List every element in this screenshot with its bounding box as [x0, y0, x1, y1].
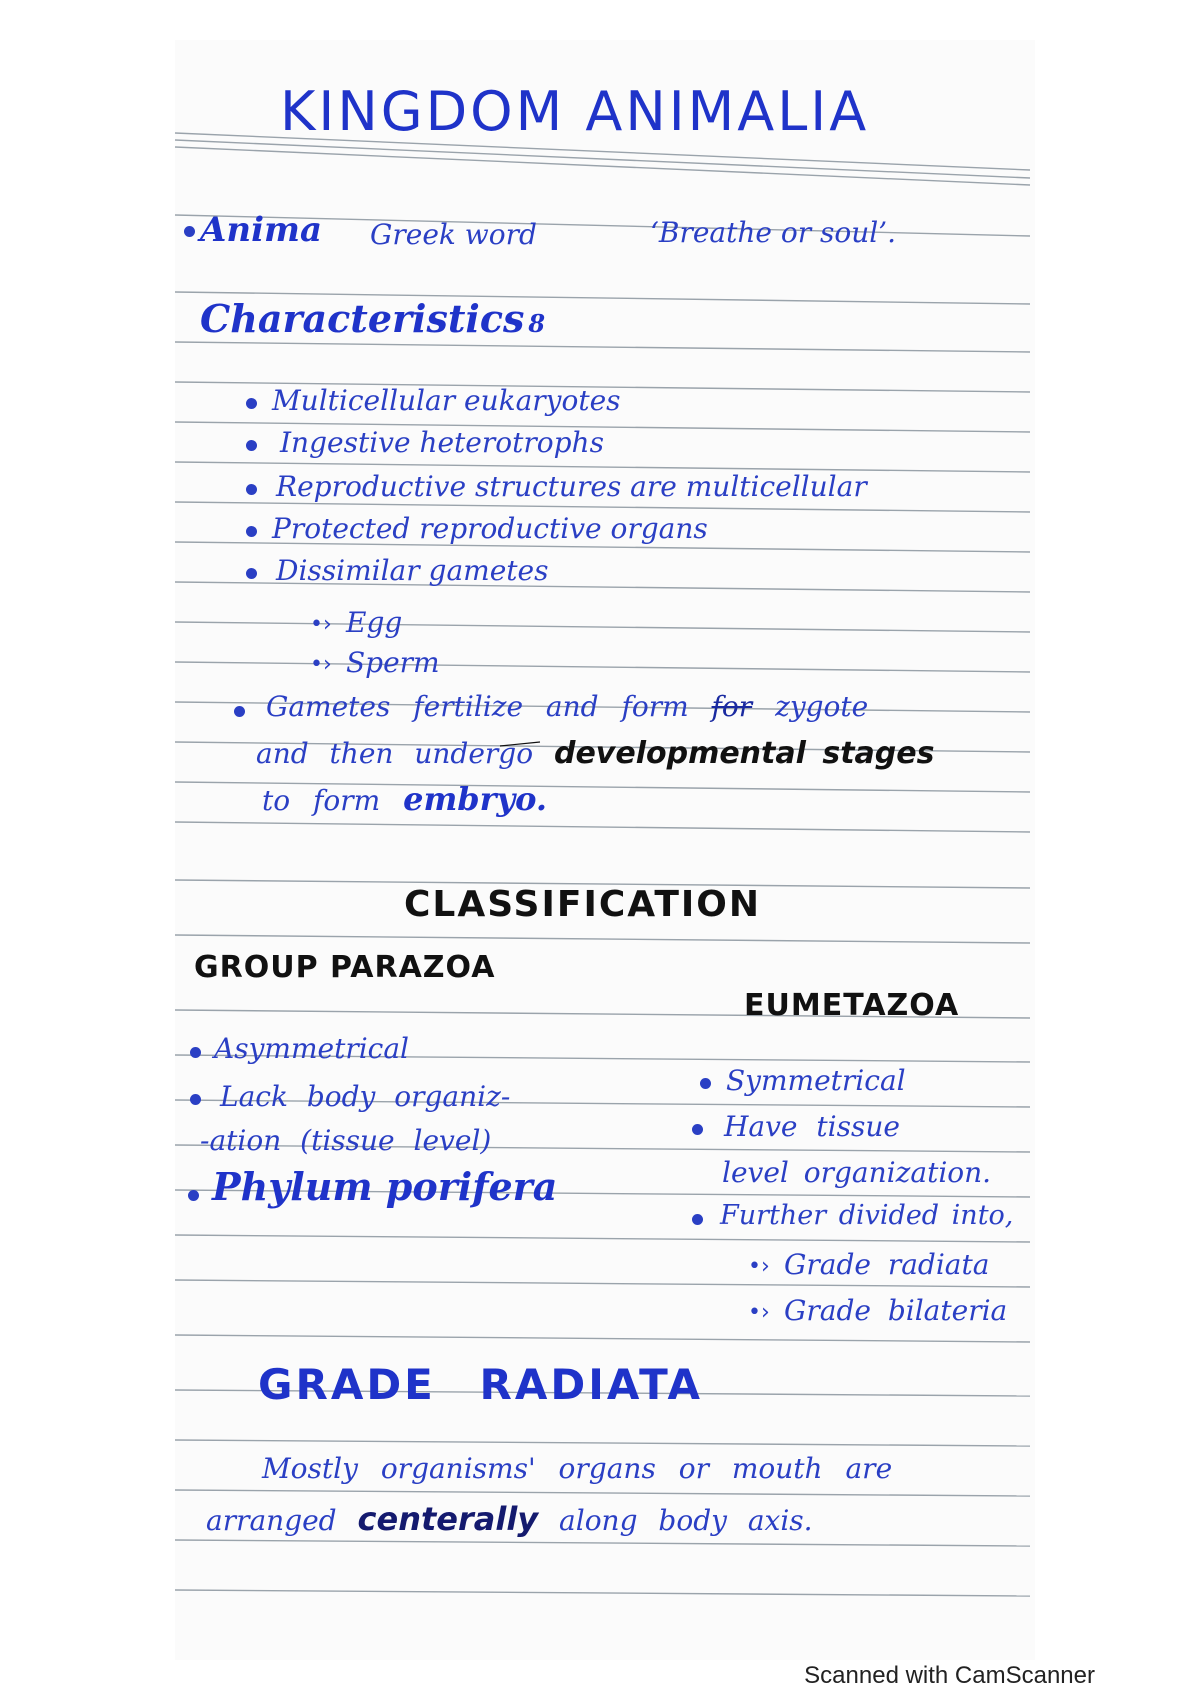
gamete-item: Sperm — [346, 646, 440, 679]
characteristic-item: Ingestive heterotrophs — [280, 426, 604, 459]
sub-bullet-icon: •› — [310, 612, 332, 637]
developmental-stages: developmental stages — [553, 736, 935, 771]
embryo-word: embryo. — [403, 780, 548, 818]
characteristics-heading-text: Characteristics — [200, 296, 525, 341]
eumetazoa-item: Further divided into, — [720, 1200, 1014, 1231]
bullet-icon — [692, 1124, 703, 1135]
fertilize-text: Gametes fertilize and form — [266, 690, 689, 723]
intro-meaning: ‘Breathe or soul’. — [650, 216, 897, 249]
bullet-icon — [234, 706, 245, 717]
grade-item: Grade radiata — [784, 1248, 990, 1281]
fertilize-line-2 — [256, 736, 934, 771]
sub-bullet-icon: •› — [748, 1254, 770, 1279]
bullet-icon — [246, 568, 257, 579]
eumetazoa-item: Have tissue — [724, 1110, 900, 1143]
parazoa-heading: GROUP PARAZOA — [194, 950, 496, 985]
characteristic-item: Reproductive structures are multicellular — [276, 470, 867, 503]
sub-bullet-icon: •› — [748, 1300, 770, 1325]
gamete-item: Egg — [346, 606, 403, 639]
bullet-icon — [246, 526, 257, 537]
line3-text: to form — [262, 784, 381, 817]
phylum-porifera: Phylum porifera — [212, 1164, 558, 1209]
page-title: KINGDOM ANIMALIA — [280, 80, 870, 143]
radiata-heading: GRADE RADIATA — [258, 1360, 703, 1409]
line2-text: and then undergo — [256, 737, 534, 770]
parazoa-item: Lack body organiz- — [220, 1080, 511, 1113]
characteristics-heading — [200, 296, 545, 341]
bullet-icon — [190, 1047, 201, 1058]
fertilize-line-3 — [262, 780, 547, 818]
arranged-word: arranged — [206, 1504, 337, 1537]
fertilize-line-1 — [266, 690, 868, 723]
parazoa-item: -ation (tissue level) — [200, 1124, 492, 1157]
bullet-icon — [246, 398, 257, 409]
characteristic-item: Multicellular eukaryotes — [272, 384, 621, 417]
intro-text: Greek word — [370, 218, 537, 251]
bullet-icon — [246, 440, 257, 451]
bullet-icon — [190, 1094, 201, 1105]
sub-bullet-icon: •› — [310, 652, 332, 677]
bullet-icon — [700, 1078, 711, 1089]
zygote-word: zygote — [775, 690, 869, 723]
axis-text: along body axis. — [559, 1504, 813, 1537]
eumetazoa-item: Symmetrical — [726, 1064, 906, 1097]
characteristic-item: Dissimilar gametes — [276, 554, 549, 587]
centerally-word: centerally — [357, 1500, 539, 1538]
intro-term: Anima — [200, 210, 323, 250]
radiata-line-2 — [206, 1500, 813, 1538]
grade-item: Grade bilateria — [784, 1294, 1008, 1327]
characteristic-item: Protected reproductive organs — [272, 512, 708, 545]
struck-word: for — [711, 690, 753, 723]
bullet-icon — [692, 1214, 703, 1225]
scanner-watermark: Scanned with CamScanner — [804, 1662, 1095, 1689]
bullet-icon — [188, 1190, 199, 1201]
bullet-icon — [246, 484, 257, 495]
classification-heading: CLASSIFICATION — [404, 884, 762, 925]
radiata-line-1: Mostly organisms' organs or mouth are — [262, 1452, 893, 1485]
parazoa-item: Asymmetrical — [214, 1032, 410, 1065]
eumetazoa-item: level organization. — [722, 1156, 992, 1189]
bullet-icon — [184, 226, 195, 237]
eumetazoa-heading: EUMETAZOA — [744, 988, 960, 1023]
heading-colon-mark: 8 — [528, 309, 546, 338]
